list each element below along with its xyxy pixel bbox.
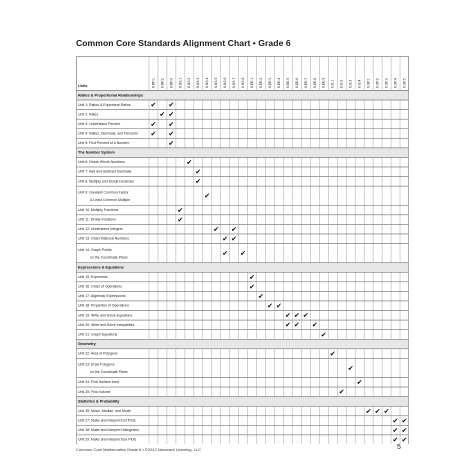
unit-row xyxy=(77,205,409,215)
check-mark: ✔ xyxy=(186,157,193,167)
check-mark: ✔ xyxy=(168,100,175,110)
unit-label: Unit 23: Draw Polygons xyxy=(78,362,115,367)
check-mark: ✔ xyxy=(302,310,309,320)
check-mark: ✔ xyxy=(177,214,184,224)
check-mark: ✔ xyxy=(356,377,363,387)
check-mark: ✔ xyxy=(150,100,157,110)
unit-label: Unit 4: Ratios, Decimals, and Percents xyxy=(78,131,138,136)
unit-label: Unit 2: Rates xyxy=(78,112,99,117)
check-mark: ✔ xyxy=(177,205,184,215)
page-number: 5 xyxy=(397,444,401,451)
unit-label: Unit 27: Make and Interpret Dot Plots xyxy=(78,418,136,423)
check-mark: ✔ xyxy=(347,363,354,373)
unit-row xyxy=(77,119,409,129)
section-heading: Statistics & Probability xyxy=(78,399,120,404)
section-row xyxy=(77,148,409,158)
footer-copyright: Common Core Mathematics Grade 6 • ©2012 Newmark Learning, LLC xyxy=(76,447,202,452)
standard-label: 6.NS.5 xyxy=(214,77,219,88)
standard-label: 6.SP.1 xyxy=(366,78,371,88)
units-header: Units xyxy=(78,84,88,88)
page-title: Common Core Standards Alignment Chart • Grade 6 xyxy=(76,38,291,48)
check-mark: ✔ xyxy=(320,329,327,339)
check-mark: ✔ xyxy=(231,224,238,234)
unit-label-line2: & Least Common Multiple xyxy=(90,197,131,202)
unit-label-line2: on the Coordinate Plane xyxy=(90,370,128,375)
unit-label: Unit 18: Properties of Operations xyxy=(78,303,129,308)
check-mark: ✔ xyxy=(383,406,390,416)
check-mark: ✔ xyxy=(231,234,238,244)
standard-label: 6.G.1 xyxy=(330,79,335,88)
section-row xyxy=(77,339,409,349)
standard-label: 6.NS.3 xyxy=(196,77,201,88)
check-mark: ✔ xyxy=(150,119,157,129)
unit-label: Unit 1: Ratios & Equivalent Ratios xyxy=(78,102,131,107)
check-mark: ✔ xyxy=(204,191,211,201)
unit-label: Unit 12: Understand Integers xyxy=(78,227,123,232)
standard-label: 6.EE.9 xyxy=(321,77,326,88)
check-mark: ✔ xyxy=(168,119,175,129)
standard-label: 6.SP.5 xyxy=(402,78,407,88)
check-mark: ✔ xyxy=(249,281,256,291)
standard-label: 6.G.2 xyxy=(339,79,344,88)
unit-label: Unit 26: Mean, Median, and Mode xyxy=(78,408,131,413)
unit-label: Unit 21: Graph Equations xyxy=(78,332,118,337)
unit-label: Unit 11: Divide Fractions xyxy=(78,217,116,222)
section-heading: The Number System xyxy=(78,150,115,155)
standard-label: 6.G.3 xyxy=(348,79,353,88)
standard-label: 6.EE.4 xyxy=(276,77,281,88)
check-mark: ✔ xyxy=(401,415,408,425)
unit-label: Unit 10: Multiply Fractions xyxy=(78,208,119,213)
standard-label: 6.RP.2 xyxy=(160,78,165,88)
unit-label: Unit 25: Find Volume xyxy=(78,389,111,394)
unit-row xyxy=(77,215,409,225)
check-mark: ✔ xyxy=(222,234,229,244)
check-mark: ✔ xyxy=(392,425,399,435)
unit-label-line2: on the Coordinate Plane xyxy=(90,255,128,260)
unit-row xyxy=(77,282,409,292)
unit-label: Unit 5: Find Percent of a Number xyxy=(78,141,130,146)
unit-row xyxy=(77,387,409,397)
check-mark: ✔ xyxy=(222,248,229,258)
check-mark: ✔ xyxy=(329,348,336,358)
unit-row xyxy=(77,349,409,359)
check-mark: ✔ xyxy=(374,406,381,416)
standard-label: 6.NS.1 xyxy=(178,77,183,88)
unit-label: Unit 22: Area of Polygons xyxy=(78,351,118,356)
standard-label: 6.SP.3 xyxy=(384,78,389,88)
unit-row xyxy=(77,272,409,282)
check-mark: ✔ xyxy=(401,435,408,444)
check-mark: ✔ xyxy=(293,310,300,320)
check-mark: ✔ xyxy=(392,435,399,444)
standard-label: 6.EE.5 xyxy=(285,77,290,88)
check-mark: ✔ xyxy=(150,128,157,138)
unit-row xyxy=(77,224,409,234)
standard-label: 6.EE.7 xyxy=(303,77,308,88)
section-heading: Geometry xyxy=(78,342,96,347)
check-mark: ✔ xyxy=(168,128,175,138)
unit-label: Unit 17: Algebraic Expressions xyxy=(78,294,126,299)
check-mark: ✔ xyxy=(195,167,202,177)
unit-label: Unit 9: Greatest Common Factor xyxy=(78,190,129,195)
standard-label: 6.EE.2 xyxy=(258,77,263,88)
check-mark: ✔ xyxy=(338,387,345,397)
check-mark: ✔ xyxy=(293,320,300,330)
check-mark: ✔ xyxy=(392,415,399,425)
check-mark: ✔ xyxy=(365,406,372,416)
alignment-chart xyxy=(76,56,409,444)
check-mark: ✔ xyxy=(284,320,291,330)
standard-label: 6.EE.1 xyxy=(249,77,254,88)
check-mark: ✔ xyxy=(213,224,220,234)
unit-label: Unit 19: Write and Solve Equations xyxy=(78,313,133,318)
unit-label: Unit 24: Find Surface Area xyxy=(78,380,120,385)
unit-label: Unit 20: Write and Solve Inequalities xyxy=(78,322,135,327)
unit-row xyxy=(77,186,409,205)
standard-label: 6.NS.8 xyxy=(241,77,246,88)
unit-row xyxy=(77,157,409,167)
alignment-table xyxy=(76,56,409,444)
check-mark: ✔ xyxy=(168,138,175,148)
standard-label: 6.NS.2 xyxy=(187,77,192,88)
check-mark: ✔ xyxy=(159,109,166,119)
standard-label: 6.G.4 xyxy=(357,79,362,88)
check-mark: ✔ xyxy=(267,301,274,311)
unit-label: Unit 16: Order of Operations xyxy=(78,284,122,289)
standard-label: 6.RP.3 xyxy=(169,78,174,88)
unit-row xyxy=(77,330,409,340)
section-heading: Ratios & Proportional Relationships xyxy=(78,93,143,98)
section-heading: Expressions & Equations xyxy=(78,265,124,270)
standard-label: 6.NS.7 xyxy=(232,77,237,88)
check-mark: ✔ xyxy=(195,176,202,186)
standard-label: 6.NS.6 xyxy=(223,77,228,88)
standard-label: 6.SP.2 xyxy=(375,78,380,88)
unit-label: Unit 15: Exponents xyxy=(78,274,108,279)
unit-row xyxy=(77,110,409,120)
check-mark: ✔ xyxy=(168,109,175,119)
unit-label: Unit 28: Make and Interpret Histograms xyxy=(78,428,140,433)
standard-label: 6.EE.8 xyxy=(312,77,317,88)
check-mark: ✔ xyxy=(258,291,265,301)
unit-label: Unit 29: Make and Interpret Box Plots xyxy=(78,437,137,442)
check-mark: ✔ xyxy=(249,272,256,282)
unit-label: Unit 13: Order Rational Numbers xyxy=(78,236,129,241)
standard-label: 6.RP.1 xyxy=(151,78,156,88)
unit-label: Unit 6: Divide Whole Numbers xyxy=(78,160,125,165)
standard-label: 6.EE.3 xyxy=(267,77,272,88)
check-mark: ✔ xyxy=(284,310,291,320)
unit-row xyxy=(77,358,409,377)
standard-label: 6.EE.6 xyxy=(294,77,299,88)
section-row xyxy=(77,263,409,273)
unit-label: Unit 14: Graph Points xyxy=(78,247,112,252)
unit-label: Unit 7: Add and Subtract Decimals xyxy=(78,169,132,174)
standard-label: 6.NS.4 xyxy=(205,77,210,88)
check-mark: ✔ xyxy=(401,425,408,435)
unit-label: Unit 8: Multiply and Divide Decimals xyxy=(78,179,134,184)
check-mark: ✔ xyxy=(311,320,318,330)
unit-row xyxy=(77,291,409,301)
check-mark: ✔ xyxy=(275,301,283,311)
unit-label: Unit 3: Understand Percent xyxy=(78,121,121,126)
standard-label: 6.SP.4 xyxy=(393,78,398,88)
section-row xyxy=(77,397,409,407)
check-mark: ✔ xyxy=(240,248,247,258)
